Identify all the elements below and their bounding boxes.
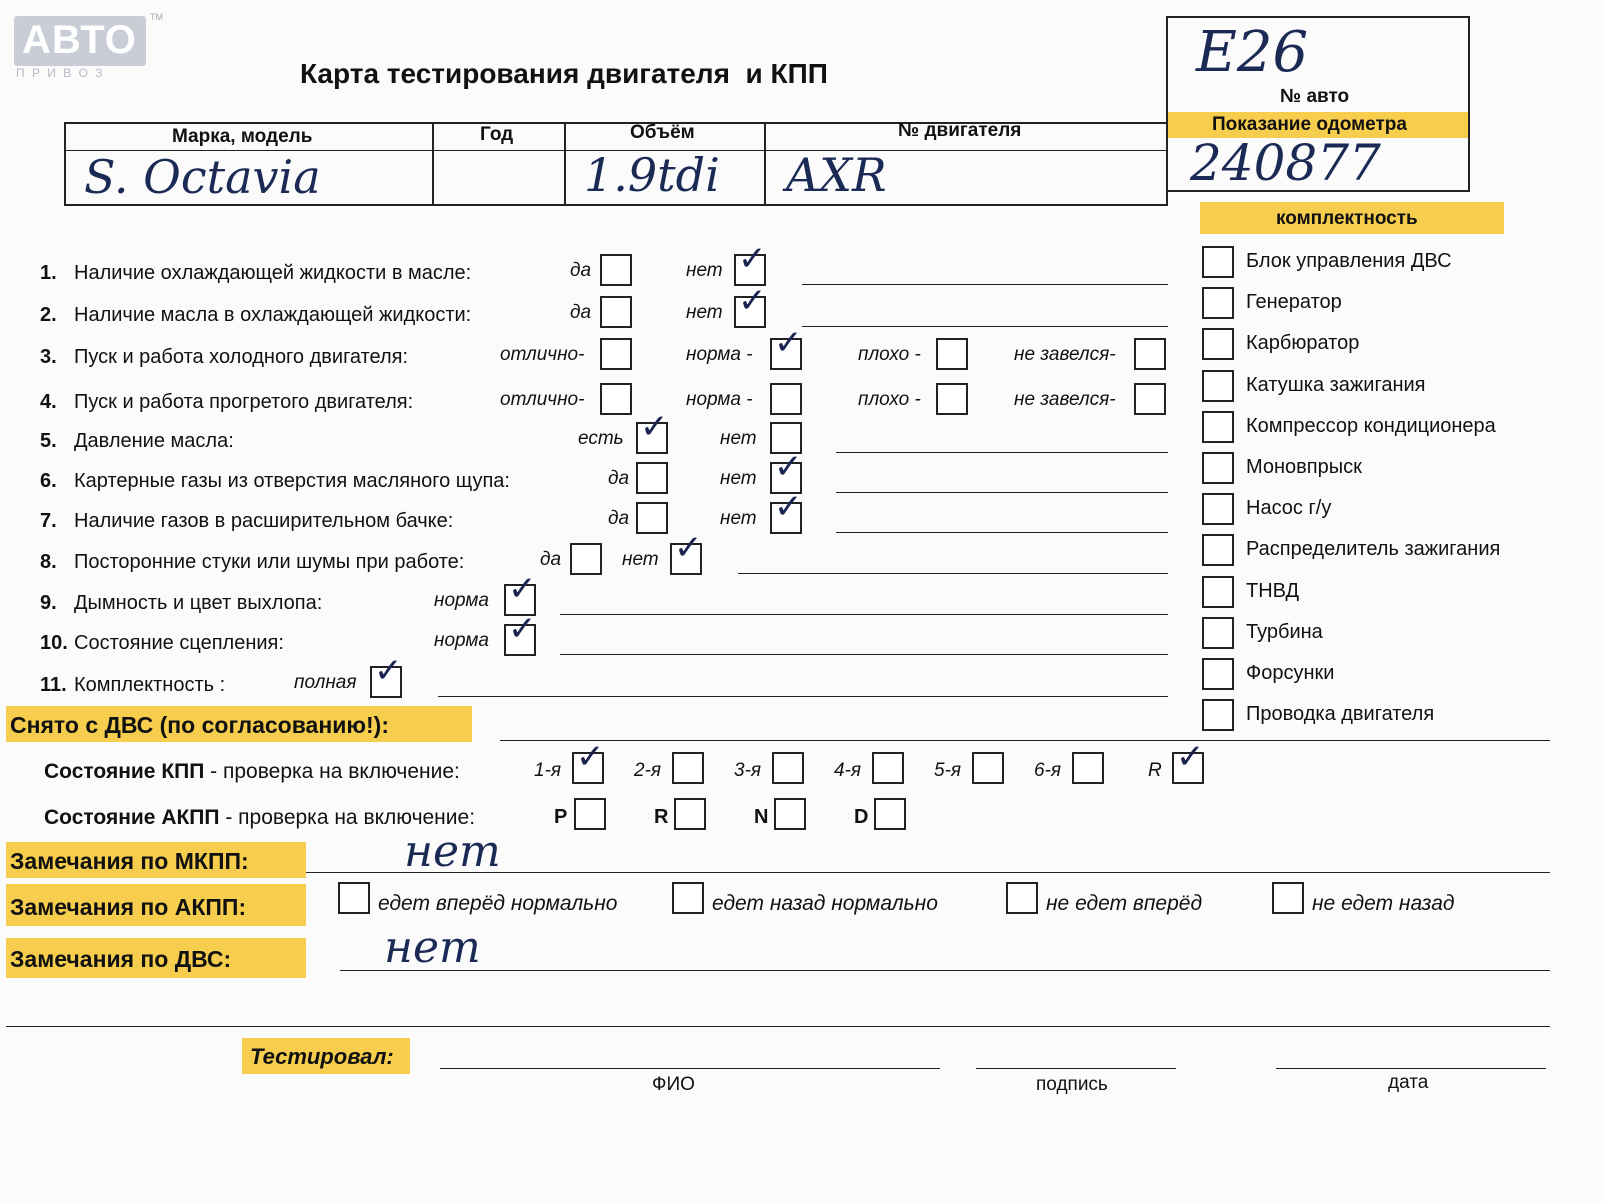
check-label: Картерные газы из отверстия масляного щупа: [74,470,510,492]
kit-checkbox[interactable] [1202,534,1234,566]
kit-checkbox[interactable] [1202,452,1234,484]
mkpp-gear-label: 4-я [834,760,862,781]
check-label: Наличие масла в охлаждающей жидкости: [74,304,472,326]
removed-label: Снято с ДВС (по согласованию!): [10,712,389,738]
check-checkbox[interactable] [770,383,802,415]
odometer-value: 240877 [1190,134,1381,192]
mkpp-gear-checkbox[interactable] [772,752,804,784]
page-title: Карта тестирования двигателя и КПП [300,58,828,89]
akpp-gear-label: P [554,806,568,828]
kit-item-label: Форсунки [1246,662,1335,684]
mkpp-label [44,760,460,784]
check-option-label: нет [686,302,723,323]
mkpp-label-main: Состояние КПП [44,760,205,783]
check-checkbox[interactable] [636,462,668,494]
answer-line [560,654,1168,655]
kit-checkbox[interactable] [1202,699,1234,731]
kit-item-label: ТНВД [1246,579,1300,602]
checkmark-icon: ✓ [738,281,767,321]
check-option-label: норма [434,630,489,651]
checkmark-icon: ✓ [508,569,537,609]
volume-value: 1.9tdi [584,148,720,202]
check-number: 3. [40,346,57,368]
check-option-label: норма - [686,344,753,365]
check-option-label: плохо - [858,344,921,365]
remark-akpp-label: Замечания по АКПП: [10,894,247,920]
check-option-label: отлично- [500,344,585,365]
akpp-label-suffix: - проверка на включение: [219,806,476,829]
mkpp-gear-checkbox[interactable] [1072,752,1104,784]
akpp-remark-checkbox[interactable] [672,882,704,914]
akpp-remark-label: едет назад нормально [712,892,938,915]
check-option-label: нет [686,260,723,281]
logo [14,12,163,66]
col-volume: Объём [630,122,695,143]
check-number: 6. [40,470,57,492]
check-option-label: не завелся- [1014,389,1116,410]
mkpp-gear-checkbox[interactable] [872,752,904,784]
kit-checkbox[interactable] [1202,370,1234,402]
odometer-label: Показание одометра [1212,114,1407,135]
check-checkbox[interactable] [504,609,537,656]
check-checkbox[interactable] [1134,338,1166,370]
check-number: 11. [40,674,67,696]
kit-title: комплектность [1276,208,1418,229]
akpp-gear-label: D [854,806,869,828]
akpp-gear-label: R [654,806,669,828]
mkpp-gear-checkbox[interactable] [1172,737,1205,784]
col-year: Год [480,124,514,145]
kit-checkbox[interactable] [1202,328,1234,360]
check-option-label: нет [720,428,757,449]
check-option-label: да [608,508,630,529]
akpp-gear-label: N [754,806,769,828]
answer-line [836,492,1168,493]
date-label: дата [1388,1072,1429,1093]
check-option-label: нет [720,508,757,529]
mkpp-gear-label: 5-я [934,760,962,781]
kit-checkbox[interactable] [1202,246,1234,278]
check-number: 8. [40,551,57,573]
check-label: Наличие охлаждающей жидкости в масле: [74,262,472,284]
akpp-gear-checkbox[interactable] [674,798,706,830]
check-checkbox[interactable] [600,383,632,415]
check-label: Наличие газов в расширительном бачке: [74,510,454,532]
kit-checkbox[interactable] [1202,576,1234,608]
checkmark-icon: ✓ [1176,737,1205,777]
akpp-label-main: Состояние АКПП [44,806,220,829]
check-label: Посторонние стуки или шумы при работе: [74,551,465,573]
checkmark-icon: ✓ [738,239,767,279]
remark-dvs-label: Замечания по ДВС: [10,946,232,972]
check-number: 4. [40,391,57,413]
check-checkbox[interactable] [734,281,767,328]
check-number: 10. [40,632,68,654]
akpp-gear-checkbox[interactable] [574,798,606,830]
kit-item-label: Компрессор кондиционера [1246,414,1496,437]
car-number-label: № авто [1280,86,1350,107]
check-option-label: нет [622,549,659,570]
remark-dvs-value: нет [384,922,481,973]
logo-main: АВТО [22,18,137,62]
check-checkbox[interactable] [770,487,803,534]
check-checkbox[interactable] [600,296,632,328]
mkpp-gear-label: R [1148,760,1162,781]
check-label: Давление масла: [74,430,234,452]
mkpp-label-suffix: - проверка на включение: [204,760,460,783]
kit-item-label: Моновпрыск [1246,456,1362,478]
check-checkbox[interactable] [1134,383,1166,415]
check-checkbox[interactable] [600,254,632,286]
check-option-label: полная [294,672,357,693]
akpp-remark-checkbox[interactable] [338,882,370,914]
check-option-label: да [608,468,630,489]
check-number: 2. [40,304,57,326]
check-label: Дымность и цвет выхлопа: [74,592,323,614]
mkpp-gear-checkbox[interactable] [572,737,605,784]
col-engine: № двигателя [898,120,1022,141]
check-checkbox[interactable] [936,338,968,370]
car-number-value: E26 [1196,20,1309,85]
mkpp-gear-label: 1-я [534,760,562,781]
logo-tm: TM [150,12,163,22]
kit-checkbox[interactable] [1202,493,1234,525]
check-number: 5. [40,430,57,452]
check-checkbox[interactable] [936,383,968,415]
check-option-label: нет [720,468,757,489]
checkmark-icon: ✓ [508,609,537,649]
check-option-label: норма - [686,389,753,410]
kit-item-label: Распределитель зажигания [1246,538,1501,561]
akpp-remark-label: не едет вперёд [1046,892,1203,915]
kit-item-label: Карбюратор [1246,332,1360,355]
check-option-label: плохо - [858,389,921,410]
check-number: 7. [40,510,57,532]
akpp-remark-label: едет вперёд нормально [378,892,618,915]
answer-line [438,696,1168,697]
checkmark-icon: ✓ [640,407,669,447]
check-option-label: да [570,302,592,323]
answer-line [836,452,1168,453]
engine-value: AXR [786,148,887,202]
kit-item-label: Турбина [1246,620,1323,643]
remark-mkpp-value: нет [404,826,501,877]
check-option-label: не завелся- [1014,344,1116,365]
akpp-gear-checkbox[interactable] [774,798,806,830]
check-label: Состояние сцепления: [74,632,284,654]
fio-label: ФИО [652,1074,695,1095]
check-checkbox[interactable] [570,543,602,575]
col-model: Марка, модель [172,126,313,147]
tested-label: Тестировал: [250,1044,394,1069]
mkpp-gear-label: 3-я [734,760,762,781]
check-label: Пуск и работа холодного двигателя: [74,346,409,368]
kit-item-label: Генератор [1246,291,1342,314]
checkmark-icon: ✓ [774,323,803,363]
kit-checkbox[interactable] [1202,287,1234,319]
akpp-remark-label: не едет назад [1312,892,1455,915]
date-line [1276,1068,1546,1069]
logo-sub: П Р И В О З [16,66,105,80]
check-checkbox[interactable] [770,323,803,370]
answer-line [802,284,1168,285]
check-option-label: норма [434,590,489,611]
check-number: 9. [40,592,57,614]
model-value: S. Octavia [84,150,321,204]
kit-item-label: Катушка зажигания [1246,373,1426,396]
check-label: Пуск и работа прогретого двигателя: [74,391,414,413]
check-number: 1. [40,262,57,284]
akpp-remark-checkbox[interactable] [1272,882,1304,914]
fio-line [440,1068,940,1069]
kit-item-label: Насос г/у [1246,497,1332,520]
sign-line [976,1068,1176,1069]
check-checkbox[interactable] [670,528,703,575]
kit-checkbox[interactable] [1202,617,1234,649]
mkpp-gear-checkbox[interactable] [972,752,1004,784]
answer-line [836,532,1168,533]
check-checkbox[interactable] [636,407,669,454]
kit-checkbox[interactable] [1202,658,1234,690]
answer-line [560,614,1168,615]
check-option-label: да [540,549,562,570]
kit-item-label: Проводка двигателя [1246,703,1435,726]
checkmark-icon: ✓ [374,651,403,691]
check-option-label: отлично- [500,389,585,410]
mkpp-gear-label: 6-я [1034,760,1062,781]
checkmark-icon: ✓ [774,447,803,487]
answer-line [738,573,1168,574]
remark-mkpp-label: Замечания по МКПП: [10,848,249,874]
mkpp-gear-label: 2-я [634,760,662,781]
check-checkbox[interactable] [636,502,668,534]
check-checkbox[interactable] [600,338,632,370]
kit-checkbox[interactable] [1202,411,1234,443]
checkmark-icon: ✓ [774,487,803,527]
check-option-label: да [570,260,592,281]
akpp-remark-checkbox[interactable] [1006,882,1038,914]
answer-line [802,326,1168,327]
mkpp-gear-checkbox[interactable] [672,752,704,784]
check-checkbox[interactable] [370,651,403,698]
checkmark-icon: ✓ [674,528,703,568]
checkmark-icon: ✓ [576,737,605,777]
sign-label: подпись [1036,1074,1108,1095]
akpp-gear-checkbox[interactable] [874,798,906,830]
check-label: Комплектность : [74,674,226,696]
kit-item-label: Блок управления ДВС [1246,250,1452,272]
check-option-label: есть [578,428,624,449]
